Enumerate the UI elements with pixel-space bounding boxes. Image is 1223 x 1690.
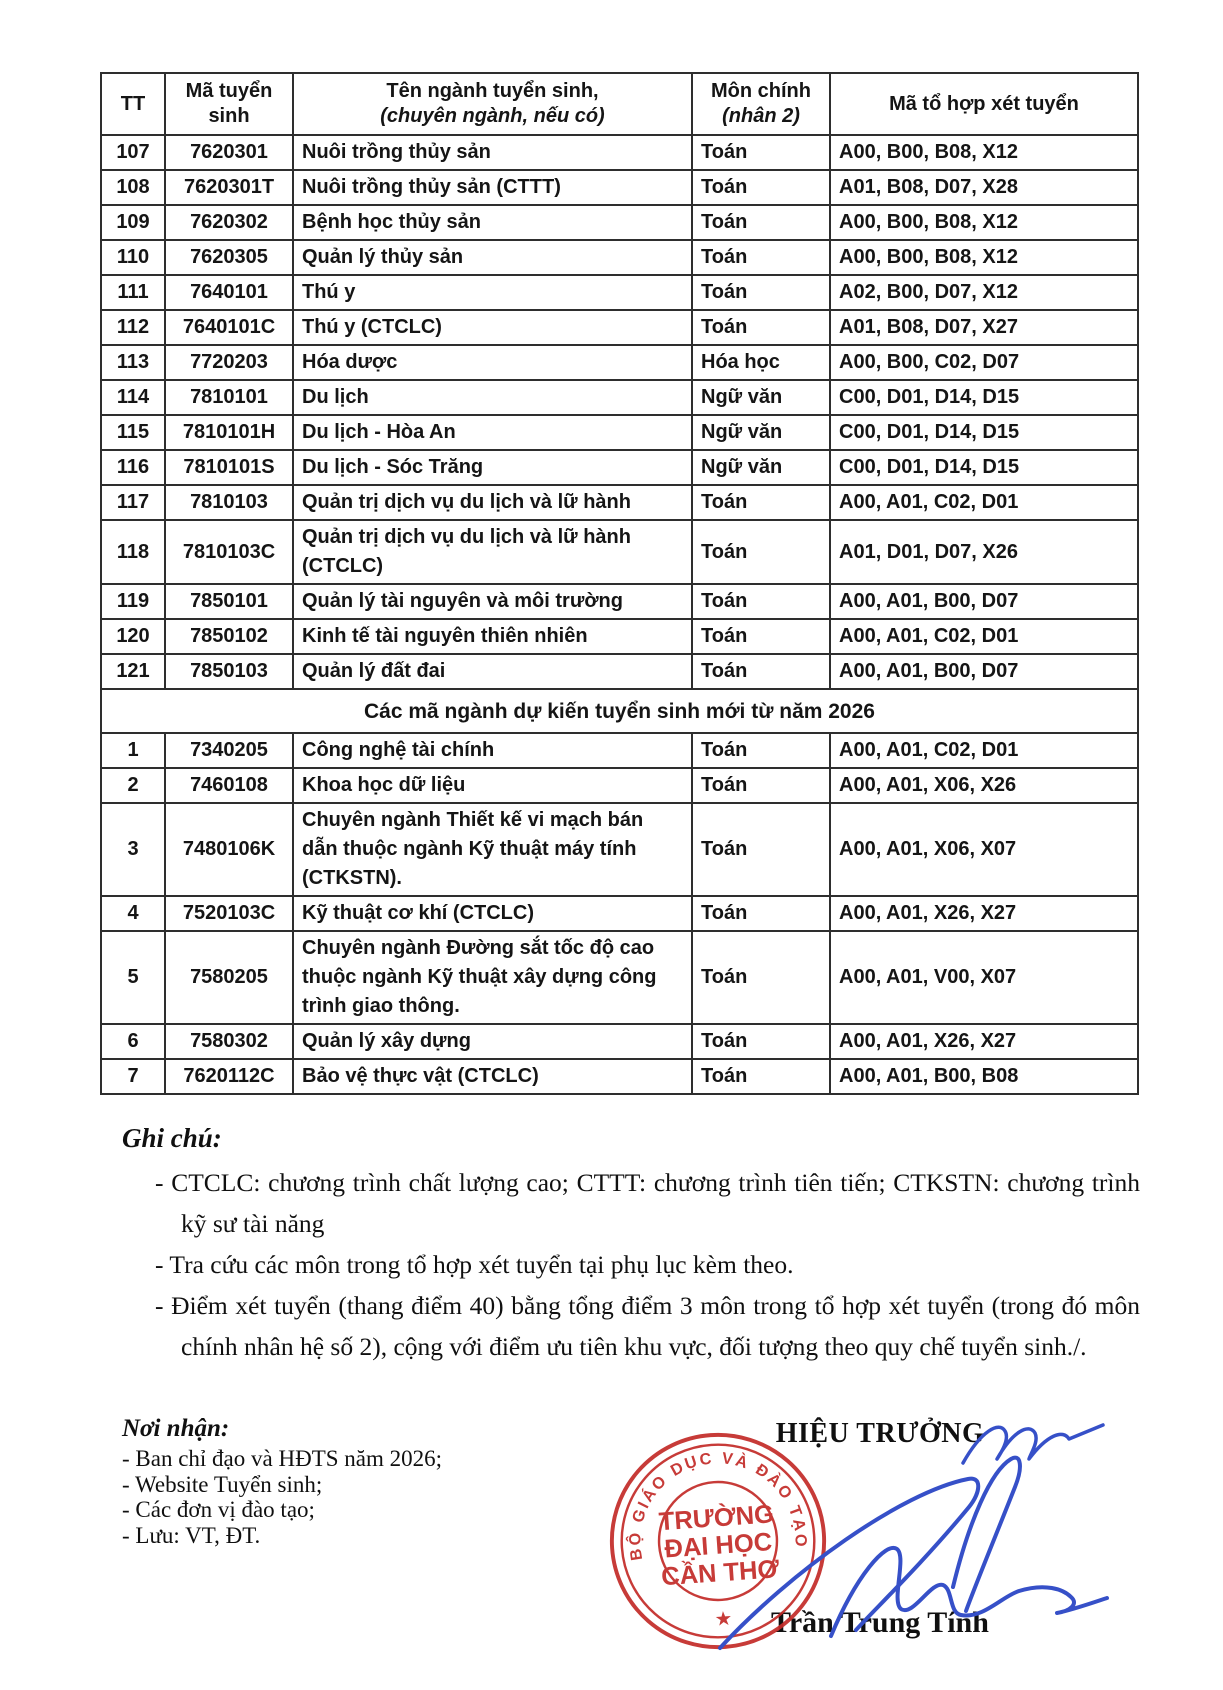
cell-subject: Ngữ văn: [692, 450, 830, 485]
cell-name: Khoa học dữ liệu: [293, 768, 692, 803]
cell-code: 7620112C: [165, 1059, 293, 1094]
cell-combo: A00, A01, V00, X07: [830, 931, 1138, 1024]
cell-combo: A00, A01, X26, X27: [830, 896, 1138, 931]
signature-stroke: [831, 1548, 1107, 1636]
section-header-label: Các mã ngành dự kiến tuyển sinh mới từ năm 2026: [101, 689, 1138, 733]
table-row: [101, 896, 1138, 931]
cell-code: 7810101S: [165, 450, 293, 485]
cell-combo: A00, A01, C02, D01: [830, 733, 1138, 768]
cell-subject: Toán: [692, 275, 830, 310]
cell-code: 7810103C: [165, 520, 293, 584]
cell-tt: 4: [101, 896, 165, 931]
cell-code: 7620301: [165, 135, 293, 170]
cell-subject: Hóa học: [692, 345, 830, 380]
signature-stroke: [720, 1479, 978, 1648]
star-icon: ★: [713, 1607, 734, 1631]
cell-combo: A00, A01, C02, D01: [830, 619, 1138, 654]
cell-name: Bệnh học thủy sản: [293, 205, 692, 240]
header-tt: TT: [101, 73, 165, 135]
table-row: [101, 733, 1138, 768]
cell-tt: 117: [101, 485, 165, 520]
cell-name: Hóa dược: [293, 345, 692, 380]
cell-name: Nuôi trồng thủy sản (CTTT): [293, 170, 692, 205]
recipients-title: Nơi nhận:: [122, 1415, 230, 1442]
cell-tt: 118: [101, 520, 165, 584]
cell-combo: A01, B08, D07, X28: [830, 170, 1138, 205]
cell-subject: Toán: [692, 896, 830, 931]
cell-tt: 112: [101, 310, 165, 345]
cell-code: 7520103C: [165, 896, 293, 931]
cell-tt: 120: [101, 619, 165, 654]
cell-combo: A00, B00, B08, X12: [830, 135, 1138, 170]
cell-name: Bảo vệ thực vật (CTCLC): [293, 1059, 692, 1094]
table-row: [101, 345, 1138, 380]
table-row: [101, 380, 1138, 415]
cell-name: Thú y (CTCLC): [293, 310, 692, 345]
cell-tt: 2: [101, 768, 165, 803]
cell-tt: 110: [101, 240, 165, 275]
cell-code: 7850103: [165, 654, 293, 689]
table-row: [101, 205, 1138, 240]
cell-subject: Ngữ văn: [692, 380, 830, 415]
cell-name: Chuyên ngành Đường sắt tốc độ cao thuộc ngành Kỹ thuật xây dựng công trình giao thông.: [293, 931, 692, 1024]
cell-combo: C00, D01, D14, D15: [830, 450, 1138, 485]
cell-subject: Toán: [692, 240, 830, 275]
cell-code: 7810103: [165, 485, 293, 520]
cell-combo: A00, A01, X26, X27: [830, 1024, 1138, 1059]
cell-combo: A00, A01, X06, X07: [830, 803, 1138, 896]
table-row: [101, 619, 1138, 654]
cell-combo: A01, B08, D07, X27: [830, 310, 1138, 345]
cell-code: 7480106K: [165, 803, 293, 896]
cell-tt: 114: [101, 380, 165, 415]
cell-code: 7850101: [165, 584, 293, 619]
table-row: [101, 584, 1138, 619]
table-row: [101, 520, 1138, 584]
cell-combo: A00, A01, C02, D01: [830, 485, 1138, 520]
cell-tt: 107: [101, 135, 165, 170]
signature-svg: [600, 1400, 1124, 1688]
signature: [600, 1400, 1124, 1688]
cell-name: Thú y: [293, 275, 692, 310]
cell-code: 7720203: [165, 345, 293, 380]
table-row: [101, 415, 1138, 450]
cell-tt: 5: [101, 931, 165, 1024]
table-row: [101, 654, 1138, 689]
cell-combo: A00, B00, C02, D07: [830, 345, 1138, 380]
table-row: [101, 310, 1138, 345]
recipient-item: - Ban chỉ đạo và HĐTS năm 2026;: [122, 1446, 443, 1471]
cell-name: Quản lý xây dựng: [293, 1024, 692, 1059]
cell-subject: Toán: [692, 135, 830, 170]
cell-combo: A00, A01, B00, D07: [830, 654, 1138, 689]
cell-subject: Toán: [692, 485, 830, 520]
cell-combo: A00, B00, B08, X12: [830, 205, 1138, 240]
cell-combo: A00, A01, X06, X26: [830, 768, 1138, 803]
cell-code: 7460108: [165, 768, 293, 803]
table-row: [101, 275, 1138, 310]
table-row: [101, 485, 1138, 520]
table-header-row: [101, 73, 1138, 135]
stamp-center-line3: CẦN THƠ: [660, 1555, 781, 1592]
cell-name: Quản lý thủy sản: [293, 240, 692, 275]
cell-tt: 3: [101, 803, 165, 896]
cell-combo: A00, B00, B08, X12: [830, 240, 1138, 275]
table-row: [101, 1024, 1138, 1059]
cell-tt: 115: [101, 415, 165, 450]
cell-subject: Ngữ văn: [692, 415, 830, 450]
cell-subject: Toán: [692, 654, 830, 689]
cell-subject: Toán: [692, 619, 830, 654]
stamp-ring-text: BỘ GIÁO DỤC VÀ ĐÀO TẠO: [626, 1449, 810, 1562]
cell-combo: A01, D01, D07, X26: [830, 520, 1138, 584]
notes-title: Ghi chú:: [122, 1123, 222, 1153]
cell-combo: C00, D01, D14, D15: [830, 380, 1138, 415]
header-name-line1: Tên ngành tuyển sinh,: [386, 80, 599, 102]
stamp-center-line2: ĐẠI HỌC: [663, 1528, 774, 1564]
cell-tt: 7: [101, 1059, 165, 1094]
cell-subject: Toán: [692, 1059, 830, 1094]
cell-tt: 108: [101, 170, 165, 205]
section-header-row: [101, 689, 1138, 733]
cell-subject: Toán: [692, 733, 830, 768]
table-row: [101, 1059, 1138, 1094]
cell-name: Quản lý tài nguyên và môi trường: [293, 584, 692, 619]
table-row: [101, 240, 1138, 275]
note-item: - Tra cứu các môn trong tổ hợp xét tuyển tại phụ lục kèm theo.: [155, 1250, 794, 1279]
cell-tt: 111: [101, 275, 165, 310]
header-subject-line1: Môn chính: [711, 80, 811, 102]
cell-tt: 119: [101, 584, 165, 619]
cell-tt: 109: [101, 205, 165, 240]
recipients-section: [122, 1412, 442, 1548]
cell-combo: C00, D01, D14, D15: [830, 415, 1138, 450]
notes-section: [122, 1120, 1140, 1367]
table-row: [101, 931, 1138, 1024]
table-row: [101, 170, 1138, 205]
admissions-table: [100, 72, 1139, 1095]
cell-name: Quản trị dịch vụ du lịch và lữ hành: [293, 485, 692, 520]
cell-name: Kỹ thuật cơ khí (CTCLC): [293, 896, 692, 931]
cell-combo: A00, A01, B00, D07: [830, 584, 1138, 619]
table-row: [101, 803, 1138, 896]
cell-code: 7340205: [165, 733, 293, 768]
signer-title: HIỆU TRƯỞNG: [775, 1418, 985, 1449]
recipient-item: - Lưu: VT, ĐT.: [122, 1522, 261, 1548]
cell-name: Kinh tế tài nguyên thiên nhiên: [293, 619, 692, 654]
note-item: - CTCLC: chương trình chất lượng cao; CTTT: chương trình tiên tiến; CTKSTN: chương trình kỹ sư tài năng: [155, 1168, 1140, 1238]
cell-subject: Toán: [692, 931, 830, 1024]
stamp-center-line1: TRƯỜNG: [657, 1500, 775, 1537]
cell-name: Nuôi trồng thủy sản: [293, 135, 692, 170]
header-name: [293, 73, 692, 135]
cell-code: 7640101: [165, 275, 293, 310]
cell-tt: 6: [101, 1024, 165, 1059]
cell-code: 7640101C: [165, 310, 293, 345]
cell-name: Chuyên ngành Thiết kế vi mạch bán dẫn thuộc ngành Kỹ thuật máy tính (CTKSTN).: [293, 803, 692, 896]
cell-tt: 121: [101, 654, 165, 689]
cell-subject: Toán: [692, 170, 830, 205]
cell-code: 7580205: [165, 931, 293, 1024]
note-item: - Điểm xét tuyển (thang điểm 40) bằng tổng điểm 3 môn trong tổ hợp xét tuyển (trong đó môn chính nhân hệ số 2), cộng với điểm ưu tiên khu vực, đối tượng theo quy chế tuyển sinh./.: [155, 1291, 1140, 1361]
cell-subject: Toán: [692, 205, 830, 240]
table-row: [101, 135, 1138, 170]
cell-name: Du lịch: [293, 380, 692, 415]
recipient-item: - Các đơn vị đào tạo;: [122, 1497, 315, 1522]
cell-name: Công nghệ tài chính: [293, 733, 692, 768]
cell-name: Quản trị dịch vụ du lịch và lữ hành (CTCLC): [293, 520, 692, 584]
cell-tt: 116: [101, 450, 165, 485]
header-subject: [692, 73, 830, 135]
cell-code: 7810101H: [165, 415, 293, 450]
cell-subject: Toán: [692, 803, 830, 896]
cell-subject: Toán: [692, 310, 830, 345]
cell-name: Du lịch - Sóc Trăng: [293, 450, 692, 485]
cell-tt: 113: [101, 345, 165, 380]
signer-name: Trần Trung Tính: [771, 1606, 989, 1639]
header-code: Mã tuyển sinh: [165, 73, 293, 135]
cell-code: 7620301T: [165, 170, 293, 205]
recipient-item: - Website Tuyển sinh;: [122, 1471, 323, 1497]
header-combo: Mã tổ hợp xét tuyển: [830, 73, 1138, 135]
header-subject-line2: (nhân 2): [722, 105, 800, 127]
cell-code: 7620305: [165, 240, 293, 275]
cell-subject: Toán: [692, 584, 830, 619]
cell-subject: Toán: [692, 1024, 830, 1059]
table-row: [101, 768, 1138, 803]
cell-subject: Toán: [692, 768, 830, 803]
cell-tt: 1: [101, 733, 165, 768]
cell-subject: Toán: [692, 520, 830, 584]
cell-name: Du lịch - Hòa An: [293, 415, 692, 450]
cell-combo: A00, A01, B00, B08: [830, 1059, 1138, 1094]
cell-code: 7810101: [165, 380, 293, 415]
signature-paraph: [963, 1425, 1103, 1463]
cell-code: 7580302: [165, 1024, 293, 1059]
cell-code: 7850102: [165, 619, 293, 654]
header-name-line2: (chuyên ngành, nếu có): [380, 105, 605, 127]
cell-name: Quản lý đất đai: [293, 654, 692, 689]
cell-combo: A02, B00, D07, X12: [830, 275, 1138, 310]
cell-code: 7620302: [165, 205, 293, 240]
table-row: [101, 450, 1138, 485]
